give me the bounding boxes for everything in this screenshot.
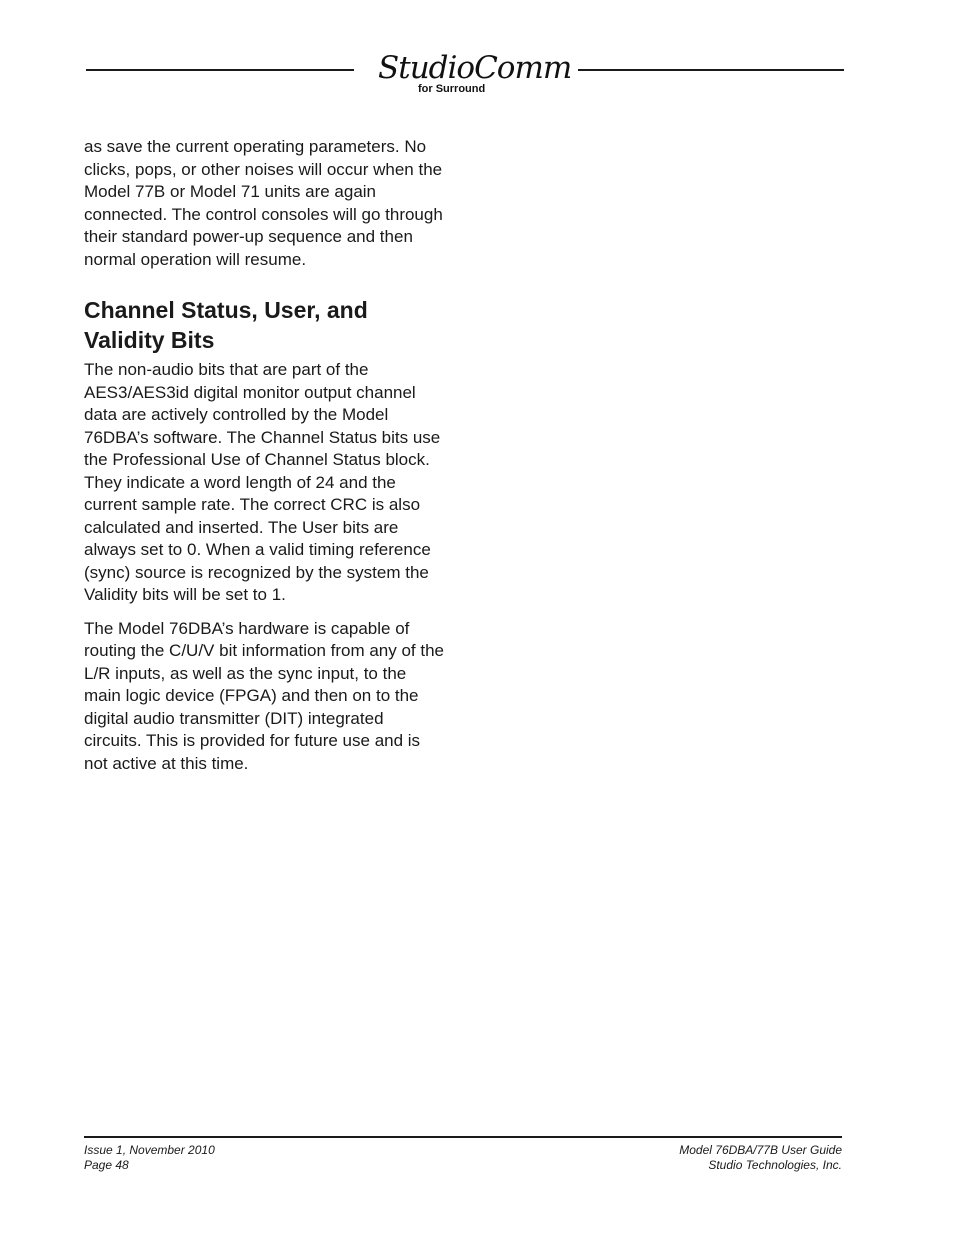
footer-rule — [84, 1136, 842, 1138]
logo-script-text: StudioComm — [378, 50, 572, 86]
footer-company: Studio Technologies, Inc. — [708, 1158, 842, 1172]
footer-page-number: Page 48 — [84, 1158, 129, 1172]
section-heading: Channel Status, User, and Validity Bits — [84, 297, 368, 353]
header-rule-left — [86, 69, 354, 71]
footer-issue: Issue 1, November 2010 — [84, 1143, 215, 1157]
logo-subtitle: for Surround — [418, 83, 486, 95]
header-rule-right — [578, 69, 844, 71]
body-paragraph-2: The Model 76DBA’s hardware is capable of routing the C/U/V bit information from any of the L/R inputs, as well as the sync input, to the main logic device (FPGA) and then on to the digital audio transmitter (DIT) integrated circuits. This is provided for future use and is not active at this time. — [84, 618, 445, 773]
body-paragraph-1: The non-audio bits that are part of the AES3/AES3id digital monitor output channel data are actively controlled by the Model 76DBA’s software. The Channel Status bits use the Professional Use of Channel Status block. They indicate a word length of 24 and the current sample rate. The correct CRC is also calculated and inserted. The User bits are always set to 0. When a valid timing reference (sync) source is recognized by the system the Validity bits will be set to 1. — [84, 360, 441, 604]
footer-left — [84, 1143, 215, 1173]
content-column — [84, 136, 444, 775]
studiocomm-logo — [372, 50, 572, 100]
footer-guide-title: Model 76DBA/77B User Guide — [679, 1143, 842, 1157]
footer-right — [679, 1143, 842, 1173]
intro-paragraph: as save the current operating parameters. No clicks, pops, or other noises will occur when the Model 77B or Model 71 units are again connected. The control consoles will go through their standard power-up sequence and then normal operation will resume. — [84, 137, 443, 269]
